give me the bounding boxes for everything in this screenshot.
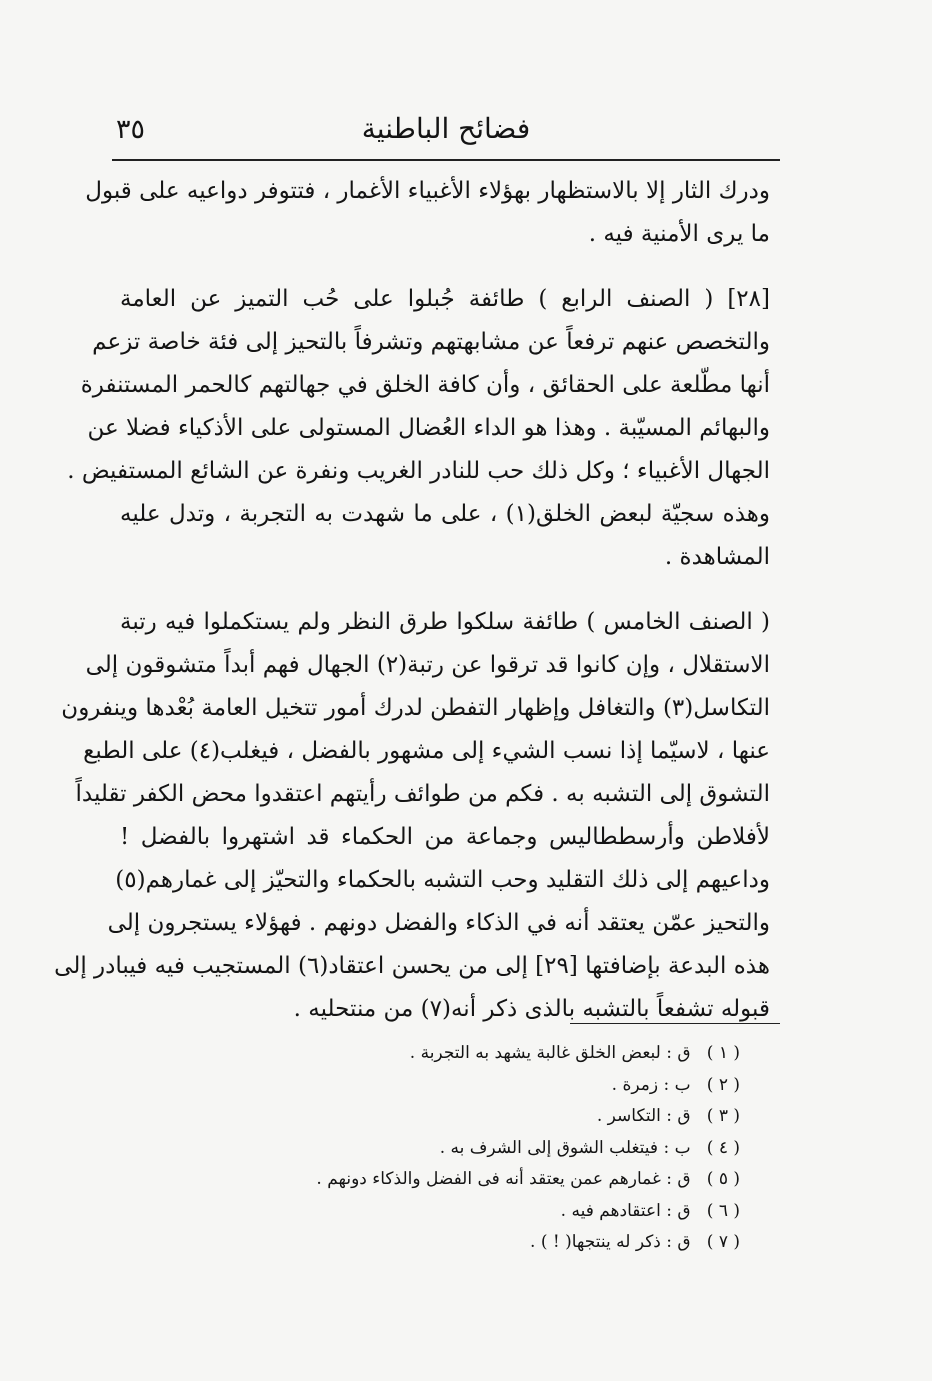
text-line: لأفلاطن وأرسططاليس وجماعة من الحكماء قد اشتهروا بالفضل ! [120, 824, 770, 850]
text-line: التكاسل(٣) والتغافل وإظهار التفطن لدرك أمور تتخيل العامة بُعْدها وينفرون [61, 695, 770, 721]
page-number: ٣٥ [116, 114, 146, 145]
text-line: هذه البدعة بإضافتها [٢٩] إلى من يحسن اعتقاد(٦) المستجيب فيه فيبادر إلى [54, 953, 770, 979]
text-line: الجهال الأغبياء ؛ وكل ذلك حب للنادر الغريب ونفرة عن الشائع المستفيض . [67, 458, 770, 484]
footnote-number: ( ٧ ) [706, 1232, 740, 1252]
text-line: وداعيهم إلى ذلك التقليد وحب التشبه بالحكماء والتحيّز إلى غمارهم(٥) [115, 867, 770, 893]
footnote-number: ( ٥ ) [706, 1169, 740, 1189]
footnotes [300, 1038, 740, 1259]
text-line: التشوق إلى التشبه به . فكم من طوائف رأيتهم اعتقدوا محض الكفر تقليداً [75, 781, 770, 807]
paragraph [85, 170, 770, 256]
text-line: والبهائم المسيّبة . وهذا هو الداء العُضال المستولى على الأذكياء فضلا عن [87, 415, 770, 441]
text-line: والتخصص عنهم ترفعاً عن مشابهتهم وتشرفاً بالتحيز إلى فئة خاصة تزعم [92, 329, 770, 355]
footnote-text: ب : زمرة . [611, 1074, 691, 1095]
footnote [300, 1133, 740, 1165]
footnote-number: ( ٤ ) [706, 1137, 740, 1158]
footnote-rule [570, 1023, 780, 1024]
text-line: [٢٨] ( الصنف الرابع ) طائفة جُبلوا على حُب التميز عن العامة [120, 286, 770, 312]
text-line: الاستقلال ، وإن كانوا قد ترقوا عن رتبة(٢) الجهال فهم أبداً متشوقون إلى [85, 652, 770, 678]
footnote [300, 1164, 740, 1196]
footnote-text: ب : فيتغلب الشوق إلى الشرف به . [439, 1137, 691, 1158]
text-line: قبوله تشفعاً بالتشبه بالذى ذكر أنه(٧) من منتحليه . [293, 996, 770, 1022]
footnote-number: ( ٢ ) [706, 1074, 740, 1095]
paragraph [67, 278, 771, 579]
text-line: والتحيز عمّن يعتقد أنه في الذكاء والفضل دونهم . فهؤلاء يستجرون إلى [107, 910, 770, 936]
text-line: ما يرى الأمنية فيه . [588, 221, 770, 247]
running-title: فضائح الباطنية [361, 112, 531, 145]
page-header [112, 108, 780, 158]
paragraph [54, 601, 770, 1031]
footnote-text: ق : غمارهم عمن يعتقد أنه فى الفضل والذكاء دونهم . [316, 1169, 691, 1189]
text-line: المشاهدة . [664, 544, 770, 570]
footnote-text: ق : التكاسر . [596, 1106, 691, 1126]
text-line: وهذه سجيّة لبعض الخلق(١) ، على ما شهدت به التجربة ، وتدل عليه [120, 501, 771, 527]
footnote-number: ( ١ ) [706, 1043, 740, 1063]
footnote [300, 1227, 740, 1259]
footnote [300, 1196, 740, 1228]
text-line: ( الصنف الخامس ) طائفة سلكوا طرق النظر ولم يستكملوا فيه رتبة [120, 609, 770, 635]
footnote-number: ( ٣ ) [706, 1106, 740, 1126]
footnote-text: ق : ذكر له ينتجها( ! ) . [530, 1232, 691, 1252]
body-text [54, 170, 771, 1031]
footnote-text: ق : لبعض الخلق غالبة يشهد به التجربة . [409, 1043, 691, 1063]
footnote [300, 1070, 740, 1102]
footnote-number: ( ٦ ) [706, 1200, 740, 1221]
text-line: ودرك الثار إلا بالاستظهار بهؤلاء الأغبياء الأغمار ، فتتوفر دواعيه على قبول [85, 178, 770, 204]
text-line: أنها مطّلعة على الحقائق ، وأن كافة الخلق في جهالتهم كالحمر المستنفرة [80, 372, 770, 398]
footnote [300, 1101, 740, 1133]
footnote-text: ق : اعتقادهم فيه . [560, 1200, 691, 1221]
footnote [300, 1038, 740, 1070]
text-line: عنها ، لاسيّما إذا نسب الشيء إلى مشهور بالفضل ، فيغلب(٤) على الطبع [83, 738, 770, 764]
header-rule [112, 159, 780, 161]
